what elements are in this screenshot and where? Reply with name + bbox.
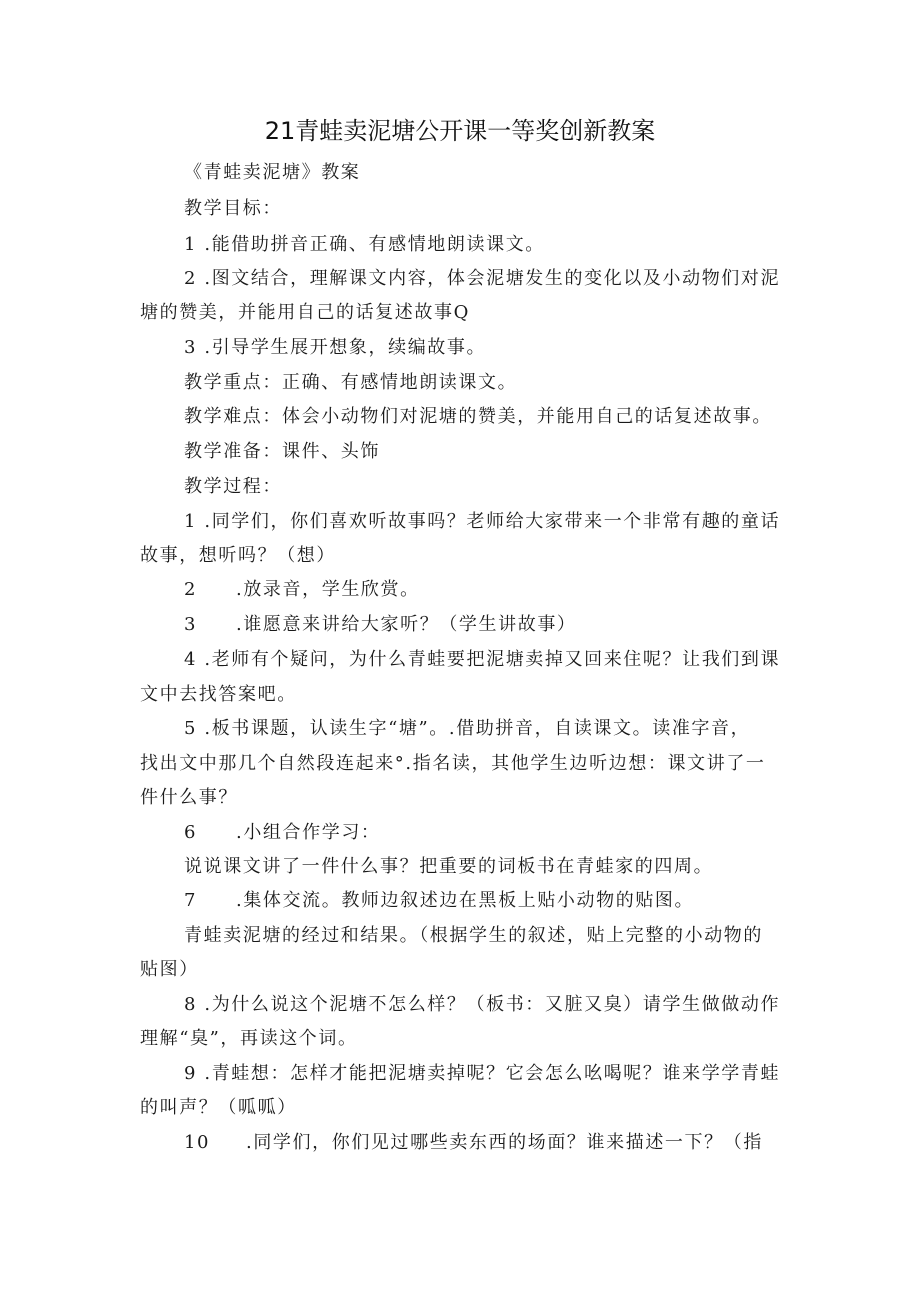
step-5-line-2: 找出文中那几个自然段连起来°.指名读，其他学生边听边想：课文讲了一 [140,753,766,774]
step-3-number: 3 [184,614,198,635]
step-3-text: .谁愿意来讲给大家听？（学生讲故事） [236,614,577,635]
step-5-line-1: 5 .板书课题，认读生字“塘”。.借助拼音，自读课文。读准字音， [184,718,751,739]
step-2-text: .放录音，学生欣赏。 [236,579,420,600]
step-3 [184,613,577,637]
step-1-line-1: 1 .同学们，你们喜欢听故事吗？老师给大家带来一个非常有趣的童话 [184,511,781,532]
difficulty: 教学难点：体会小动物们对泥塘的赞美，并能用自己的话复述故事。 [184,406,772,427]
step-4-line-1: 4 .老师有个疑问，为什么青蛙要把泥塘卖掉又回来住呢？让我们到课 [184,649,781,670]
document-title: 21青蛙卖泥塘公开课一等奖创新教案 [264,117,656,145]
step-8-line-1: 8 .为什么说这个泥塘不怎么样？（板书：又脏又臭）请学生做做动作 [184,994,781,1015]
step-6-number: 6 [184,822,198,843]
step-9-line-1: 9 .青蛙想：怎样才能把泥塘卖掉呢？它会怎么吆喝呢？谁来学学青蛙 [184,1063,781,1084]
step-9-line-2: 的叫声？（呱呱） [140,1097,297,1118]
objective-1: 1 .能借助拼音正确、有感情地朗读课文。 [184,234,545,255]
step-4-line-2: 文中去找答案吧。 [140,684,297,705]
step-7-detail-line-1: 青蛙卖泥塘的经过和结果。（根据学生的叙述，贴上完整的小动物的 [184,925,763,946]
step-6-detail: 说说课文讲了一件什么事？把重要的词板书在青蛙家的四周。 [184,856,714,877]
step-10-text: .同学们，你们见过哪些卖东西的场面？谁来描述一下？（指 [246,1132,763,1153]
step-10-number: 10 [184,1132,211,1153]
preparation: 教学准备：课件、头饰 [184,441,380,462]
objective-3: 3 .引导学生展开想象，续编故事。 [184,337,487,358]
step-6-text: .小组合作学习： [236,822,381,843]
step-10 [184,1131,763,1155]
step-7 [184,889,694,913]
process-heading: 教学过程： [184,476,282,497]
step-1-line-2: 故事，想听吗？（想） [140,545,336,566]
objectives-heading: 教学目标： [184,198,282,219]
step-8-line-2: 理解“臭”，再读这个词。 [140,1028,358,1049]
step-2 [184,578,420,602]
lesson-subtitle: 《青蛙卖泥塘》教案 [184,162,361,183]
step-2-number: 2 [184,579,198,600]
step-5-line-3: 件什么事？ [140,787,238,808]
step-7-number: 7 [184,890,198,911]
objective-2-line-1: 2 .图文结合，理解课文内容，体会泥塘发生的变化以及小动物们对泥 [184,268,781,289]
objective-2-line-2: 塘的赞美，并能用自己的话复述故事Q [140,302,470,323]
step-7-detail-line-2: 贴图） [140,959,199,980]
step-7-text: .集体交流。教师边叙述边在黑板上贴小动物的贴图。 [236,890,695,911]
key-point: 教学重点：正确、有感情地朗读课文。 [184,372,518,393]
step-6 [184,821,381,845]
